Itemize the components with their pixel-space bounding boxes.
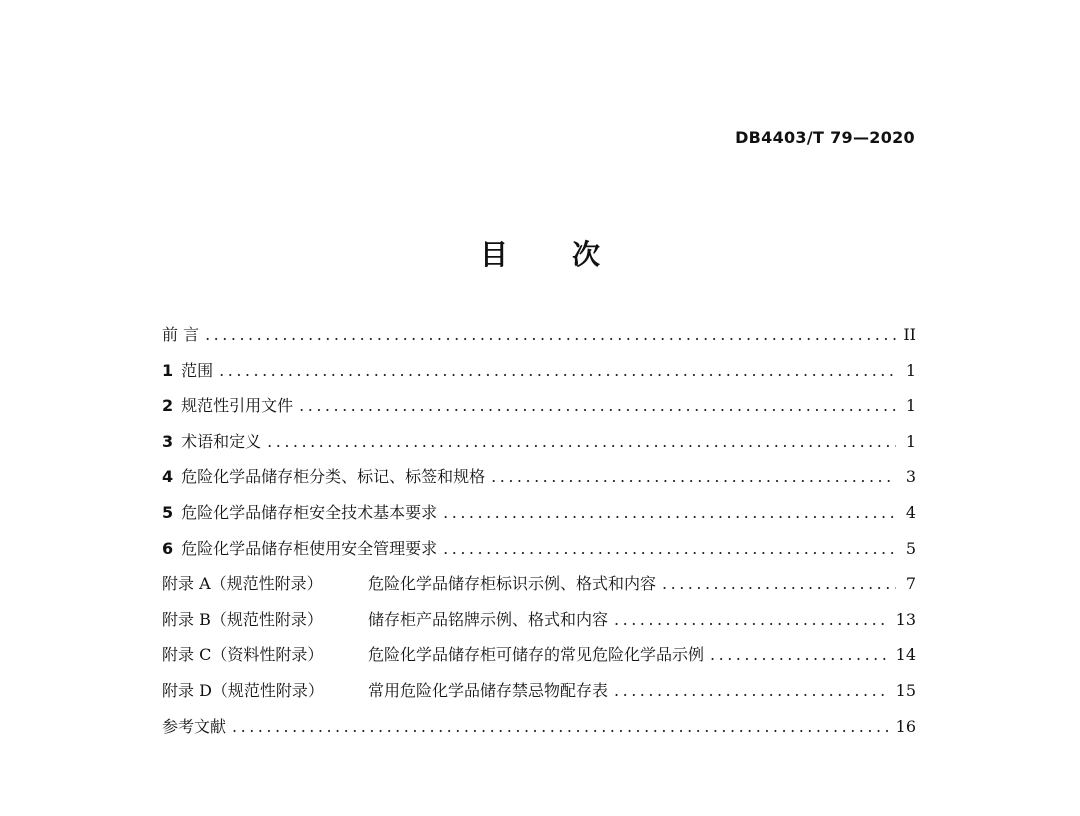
toc-entry-number: 5 xyxy=(162,502,174,522)
toc-entry-annex-b[interactable] xyxy=(162,607,916,643)
toc-entry-management-requirements[interactable] xyxy=(162,536,916,572)
toc-entry-page: 1 xyxy=(905,396,916,416)
toc-entry-label: 前 言 xyxy=(162,325,200,344)
toc-entry-annex-a[interactable] xyxy=(162,571,916,607)
toc-entry-page: II xyxy=(903,325,916,344)
toc-dot-leader xyxy=(491,467,896,486)
toc-annex-prefix: 附录 D（规范性附录） xyxy=(162,680,324,700)
toc-dot-leader xyxy=(267,432,896,451)
toc-entry-normative-references[interactable] xyxy=(162,393,916,429)
toc-entry-label: 规范性引用文件 xyxy=(181,396,294,416)
toc-entry-page: 4 xyxy=(905,502,916,522)
toc-entry-number: 2 xyxy=(162,396,174,416)
table-of-contents xyxy=(162,322,916,749)
toc-title: 目次 xyxy=(479,238,664,271)
toc-entry-page: 5 xyxy=(905,538,916,558)
toc-entry-label: 危险化学品储存柜可储存的常见危险化学品示例 xyxy=(368,645,705,665)
toc-entry-page: 13 xyxy=(895,609,916,629)
toc-annex-prefix: 附录 C（资料性附录） xyxy=(162,645,324,665)
toc-dot-leader xyxy=(232,717,890,736)
toc-entry-label: 常用危险化学品储存禁忌物配存表 xyxy=(368,680,609,700)
toc-annex-prefix: 附录 B（规范性附录） xyxy=(162,609,323,629)
toc-dot-leader xyxy=(299,396,896,415)
toc-entry-number: 6 xyxy=(162,538,174,558)
toc-dot-leader xyxy=(662,574,896,593)
toc-annex-prefix: 附录 A（规范性附录） xyxy=(162,574,323,594)
toc-entry-annex-c[interactable] xyxy=(162,642,916,678)
toc-entry-page: 15 xyxy=(895,680,916,700)
toc-dot-leader xyxy=(614,610,890,629)
toc-entry-number: 1 xyxy=(162,360,174,380)
toc-entry-label: 范围 xyxy=(181,360,214,380)
toc-entry-classification[interactable] xyxy=(162,464,916,500)
toc-entry-page: 1 xyxy=(905,431,916,451)
toc-entry-scope[interactable] xyxy=(162,358,916,394)
document-number: DB4403/T 79—2020 xyxy=(735,128,915,147)
toc-dot-leader xyxy=(219,361,896,380)
toc-entry-label: 危险化学品储存柜标识示例、格式和内容 xyxy=(368,574,657,594)
toc-entry-foreword[interactable] xyxy=(162,322,916,358)
toc-entry-page: 1 xyxy=(905,360,916,380)
toc-entry-label: 术语和定义 xyxy=(181,431,262,451)
toc-entry-bibliography[interactable] xyxy=(162,714,916,750)
toc-entry-page: 14 xyxy=(895,645,916,665)
toc-entry-page: 7 xyxy=(905,574,916,594)
toc-entry-label: 危险化学品储存柜使用安全管理要求 xyxy=(181,538,438,558)
toc-entry-safety-requirements[interactable] xyxy=(162,500,916,536)
toc-entry-number: 4 xyxy=(162,467,174,487)
toc-dot-leader xyxy=(443,503,896,522)
toc-entry-page: 16 xyxy=(895,716,916,736)
toc-entry-label: 危险化学品储存柜分类、标记、标签和规格 xyxy=(181,467,486,487)
toc-entry-page: 3 xyxy=(905,467,916,487)
toc-dot-leader xyxy=(614,681,890,700)
toc-dot-leader xyxy=(443,539,896,558)
toc-entry-annex-d[interactable] xyxy=(162,678,916,714)
toc-dot-leader xyxy=(710,645,890,664)
toc-entry-label: 储存柜产品铭牌示例、格式和内容 xyxy=(368,609,609,629)
toc-entry-number: 3 xyxy=(162,431,174,451)
toc-entry-label: 危险化学品储存柜安全技术基本要求 xyxy=(181,502,438,522)
toc-dot-leader xyxy=(205,325,896,344)
toc-entry-terms-definitions[interactable] xyxy=(162,429,916,465)
toc-entry-label: 参考文献 xyxy=(162,716,227,736)
